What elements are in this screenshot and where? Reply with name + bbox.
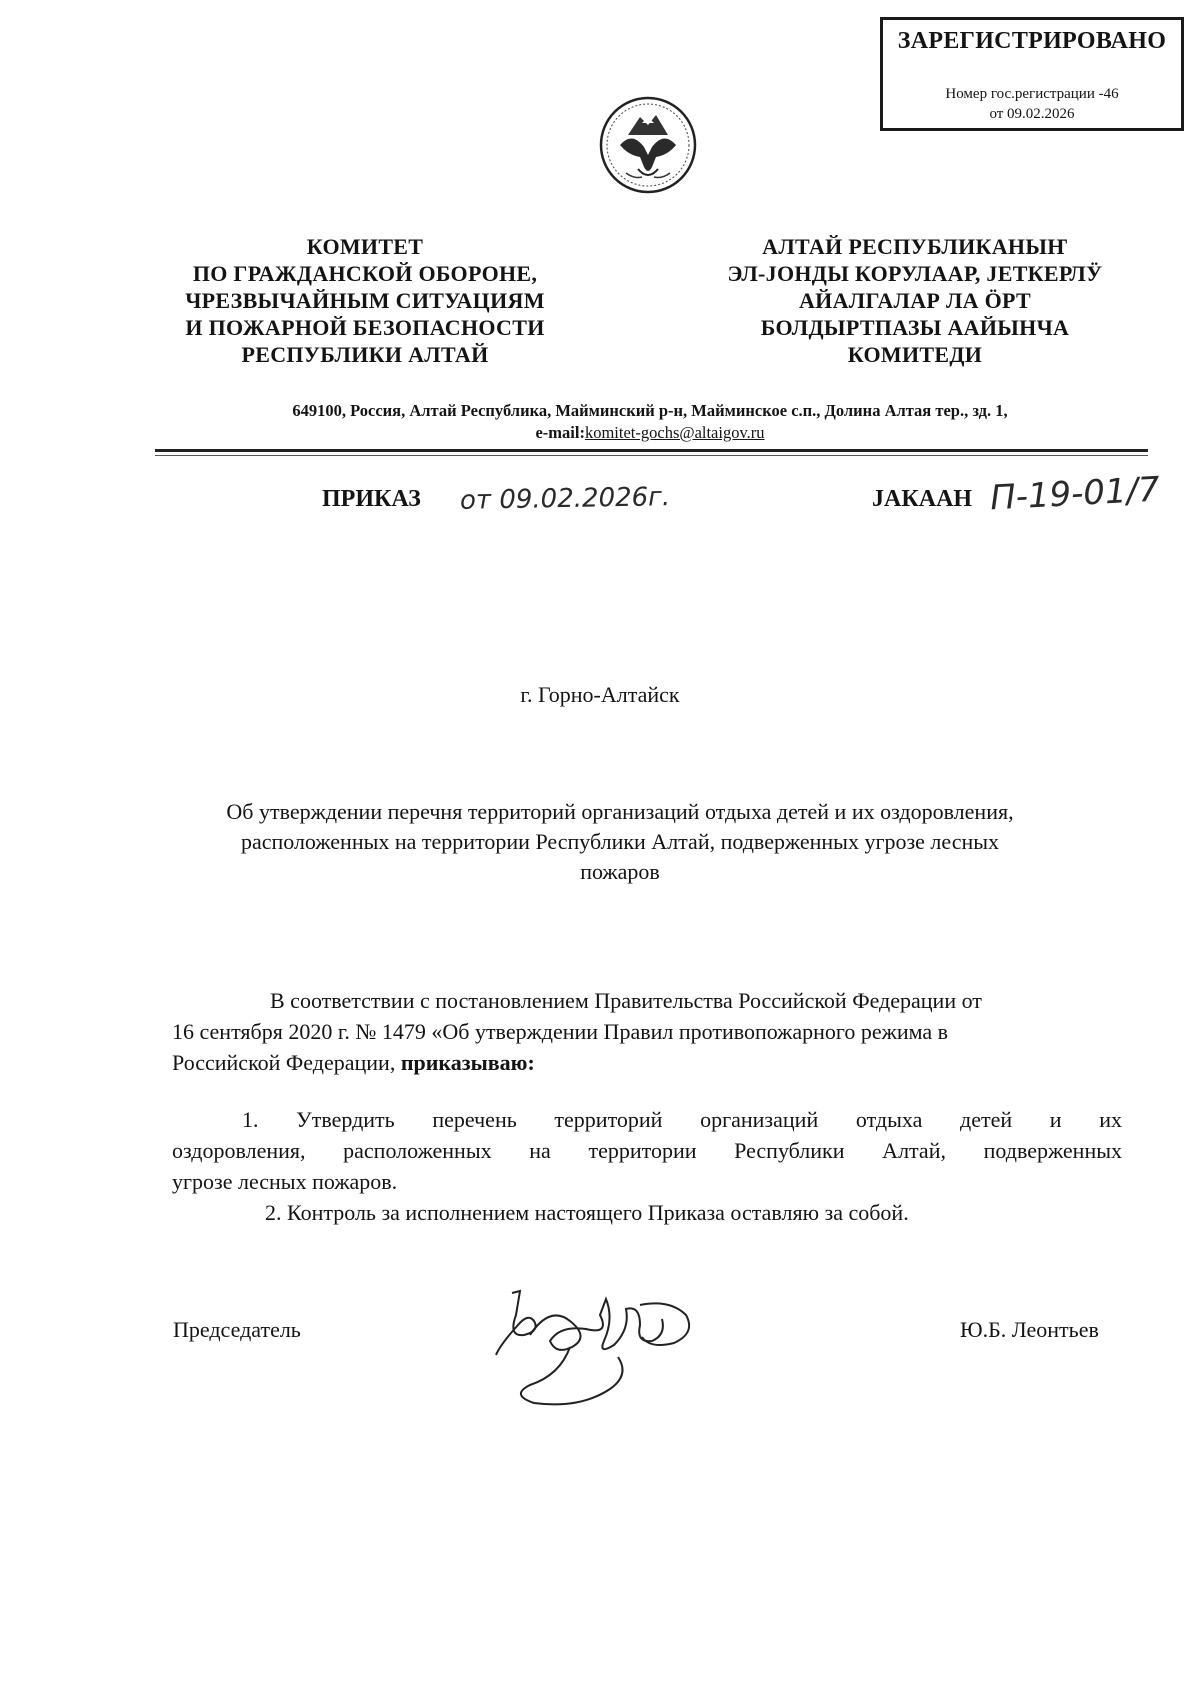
header-left-line: И ПОЖАРНОЙ БЕЗОПАСНОСТИ xyxy=(185,315,545,340)
header-divider xyxy=(155,449,1148,452)
body-p1-text: Российской Федерации, xyxy=(172,1050,396,1075)
order-verb: приказываю: xyxy=(400,1050,535,1075)
header-left-line: ЧРЕЗВЫЧАЙНЫМ СИТУАЦИЯМ xyxy=(185,288,545,313)
item2: 2. Контроль за исполнением настоящего Приказа оставляю за собой. xyxy=(265,1200,909,1225)
title-line: расположенных на территории Республики Алтай, подверженных угрозе лесных xyxy=(240,829,1000,854)
order-label-alt: ЈАКААН xyxy=(872,486,973,512)
email-label: e-mail: xyxy=(535,423,585,442)
signatory-position: Председатель xyxy=(173,1317,301,1342)
body-p1-line3 xyxy=(172,1048,535,1078)
registration-stamp xyxy=(880,17,1184,131)
signatory-name: Ю.Б. Леонтьев xyxy=(960,1317,1099,1342)
order-date-handwritten: от 09.02.2026г. xyxy=(459,482,671,516)
stamp-reg-number: Номер гос.регистрации -46 xyxy=(945,86,1119,102)
stamp-title: ЗАРЕГИСТРИРОВАНО xyxy=(897,28,1167,54)
header-left-line: КОМИТЕТ xyxy=(306,234,424,259)
title-line: Об утверждении перечня территорий организаций отдыха детей и их оздоровления, xyxy=(226,799,1014,824)
header-right-organization xyxy=(690,233,1140,368)
address-line: 649100, Россия, Алтай Республика, Майминский р-н, Майминское с.п., Долина Алтая тер., зд. 1, xyxy=(292,401,1008,420)
header-right-line: КОМИТЕДИ xyxy=(847,342,983,367)
item1-line2: оздоровления, расположенных на территории Республики Алтай, подверженных xyxy=(172,1138,1122,1163)
email-link[interactable]: komitet-gochs@altaigov.ru xyxy=(584,423,765,442)
handwritten-signature xyxy=(490,1285,720,1415)
header-right-line: ЭЛ-ЈОНДЫ КОРУЛААР, ЈЕТКЕРЛӰ xyxy=(727,261,1103,286)
header-left-line: РЕСПУБЛИКИ АЛТАЙ xyxy=(241,342,489,367)
stamp-reg-date: от 09.02.2026 xyxy=(989,106,1075,122)
order-label: ПРИКАЗ xyxy=(322,486,421,512)
city-line: г. Горно-Алтайск xyxy=(520,682,680,707)
header-right-line: АЛТАЙ РЕСПУБЛИКАНЫҤ xyxy=(762,234,1068,259)
body-p1-line2: 16 сентября 2020 г. № 1479 «Об утверждении Правил противопожарного режима в xyxy=(172,1019,949,1044)
title-line: пожаров xyxy=(580,859,660,884)
document-title xyxy=(160,797,1080,887)
body-p1-line1: В соответствии с постановлением Правительства Российской Федерации от xyxy=(270,988,982,1013)
item1-line3: угрозе лесных пожаров. xyxy=(172,1169,398,1194)
header-right-line: БОЛДЫРТПАЗЫ ААЙЫНЧА xyxy=(760,315,1070,340)
header-right-line: АЙАЛГАЛАР ЛА ӦРТ xyxy=(798,288,1032,313)
header-divider-thin xyxy=(155,455,1148,456)
coat-of-arms-emblem xyxy=(598,95,698,195)
header-left-organization xyxy=(150,233,580,368)
item1-line1: 1. Утвердить перечень территорий организаций отдыха детей и их xyxy=(242,1107,1122,1132)
order-number-handwritten: П-19-01/7 xyxy=(989,469,1161,519)
email-line xyxy=(120,423,1180,443)
header-left-line: ПО ГРАЖДАНСКОЙ ОБОРОНЕ, xyxy=(192,261,538,286)
